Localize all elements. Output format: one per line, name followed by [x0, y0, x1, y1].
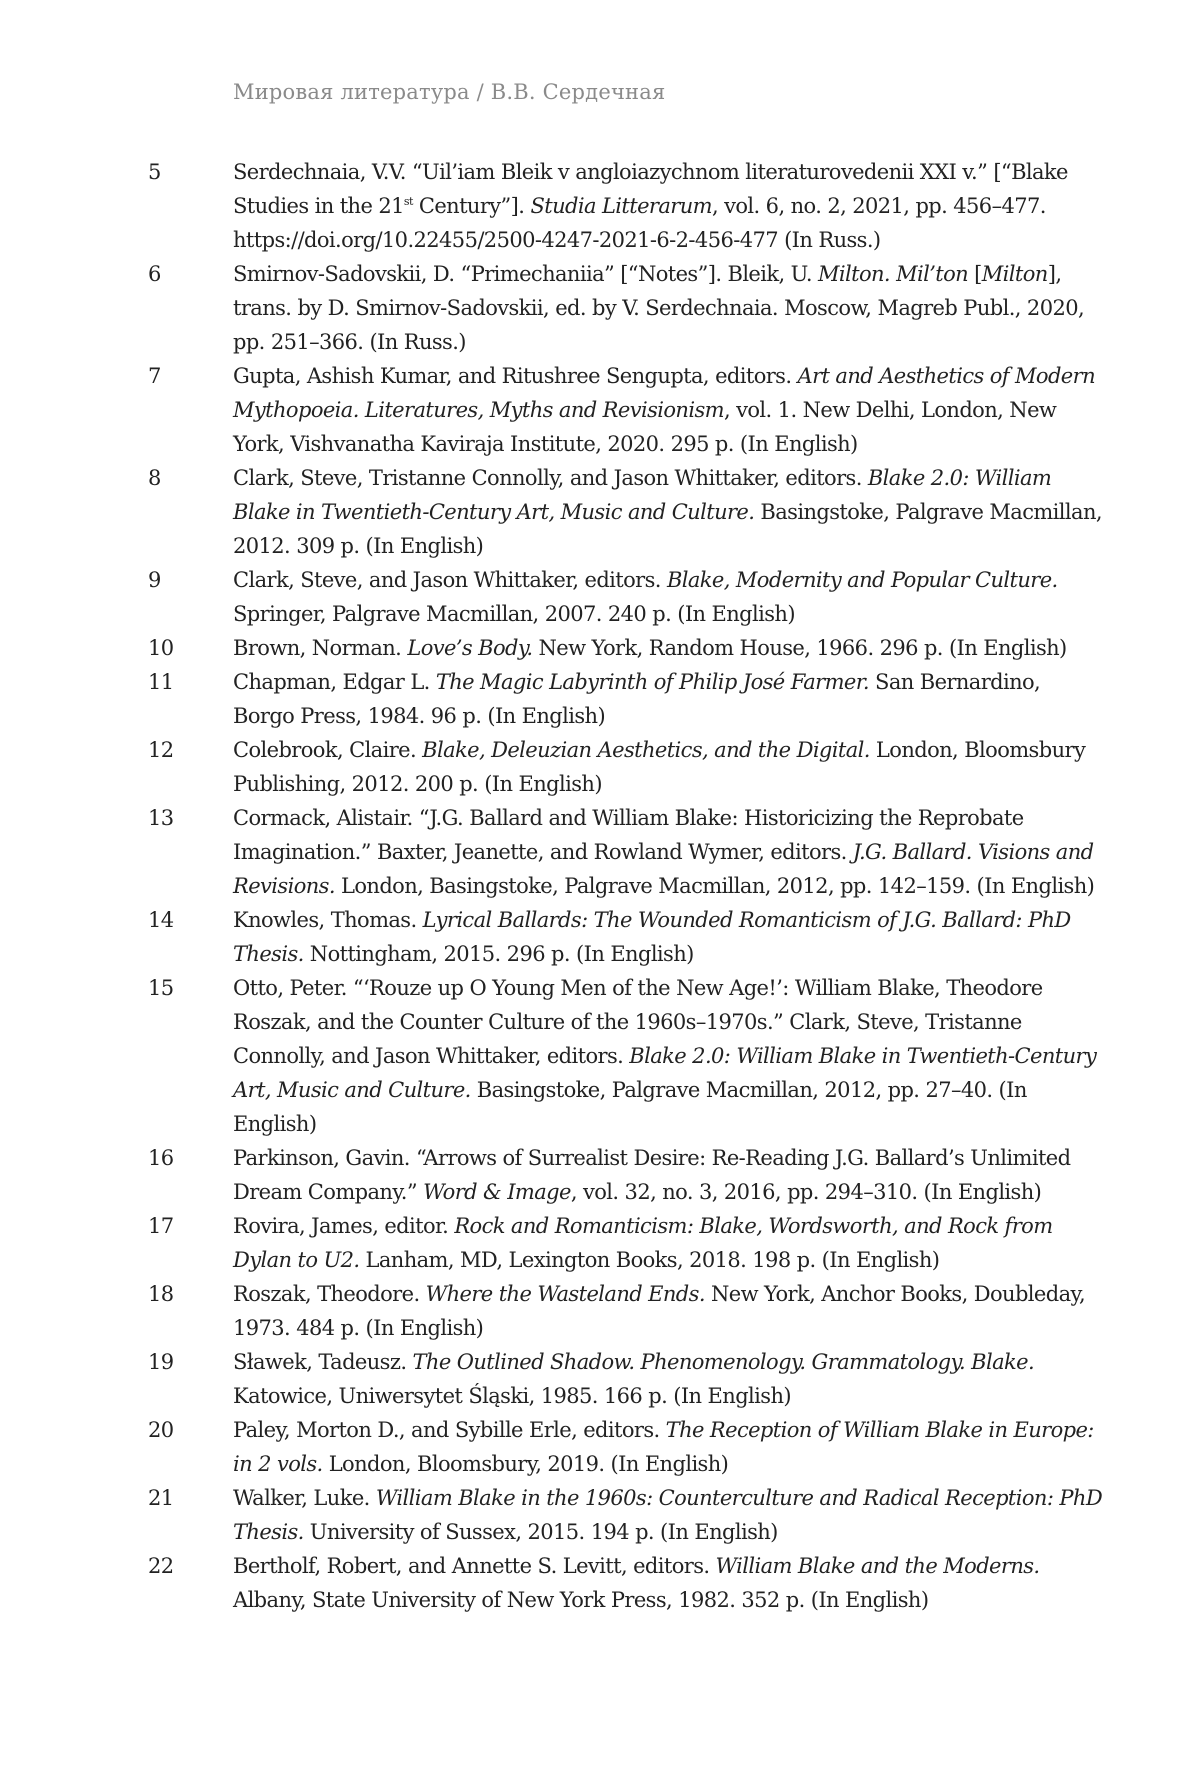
reference-segment: Springer, Palgrave Macmillan, 2007. 240 p. (In English) — [233, 602, 795, 626]
reference-list — [0, 155, 1200, 1617]
reference-number: 18 — [148, 1282, 174, 1306]
reference-title-italic: The Outlined Shadow. Phenomenology. Grammatology. Blake. — [412, 1350, 1035, 1374]
reference-item — [0, 1549, 1105, 1617]
reference-item — [0, 359, 1105, 461]
reference-segment: Clark, Steve, Tristanne Connolly, and Jason Whittaker, editors. — [233, 466, 868, 490]
reference-item — [0, 665, 1105, 733]
reference-title-italic: Studia Litterarum — [530, 194, 712, 218]
reference-number: 17 — [148, 1214, 174, 1238]
reference-text — [233, 568, 1058, 626]
reference-text — [233, 806, 1094, 898]
reference-title-italic: Word & Image — [423, 1180, 571, 1204]
reference-text — [233, 160, 1068, 252]
reference-segment: Katowice, Uniwersytet Śląski, 1985. 166 p. (In English) — [233, 1384, 791, 1408]
reference-segment: Basingstoke, Palgrave Macmillan, 2012. 309 p. (In English) — [233, 500, 1102, 558]
reference-title-italic: Art and Aesthetics of Modern Mythopoeia. Literatures, Myths and Revisionism — [233, 364, 1095, 422]
reference-text — [233, 1418, 1094, 1476]
reference-number: 6 — [148, 262, 161, 286]
reference-text — [233, 1214, 1053, 1272]
reference-number: 8 — [148, 466, 161, 490]
reference-title-italic: The Reception of William Blake in Europe: in 2 vols. — [233, 1418, 1094, 1476]
reference-text — [233, 1350, 1034, 1408]
reference-title-italic: Lyrical Ballards: The Wounded Romanticism of J.G. Ballard: PhD Thesis. — [233, 908, 1071, 966]
reference-number: 19 — [148, 1350, 174, 1374]
reference-segment: [ — [968, 262, 982, 286]
reference-text — [233, 738, 1085, 796]
reference-number: 5 — [148, 160, 161, 184]
reference-segment: Chapman, Edgar L. — [233, 670, 436, 694]
reference-item — [0, 1277, 1105, 1345]
reference-number: 12 — [148, 738, 174, 762]
reference-segment: , vol. 6, no. 2, 2021, pp. 456–477. https://doi.org/10.22455/2500-4247-2021-6-2-456-477 (In Russ.) — [233, 194, 1046, 252]
reference-item — [0, 801, 1105, 903]
reference-item — [0, 257, 1105, 359]
reference-segment: Cormack, Alistair. “J.G. Ballard and William Blake: Historicizing the Reprobate Imagination.” Baxter, Jeanette, and Rowland Wymer, editors. — [233, 806, 1024, 864]
reference-number: 11 — [148, 670, 174, 694]
reference-title-italic: The Magic Labyrinth of Philip José Farmer. — [435, 670, 869, 694]
reference-item — [0, 1209, 1105, 1277]
reference-title-italic: Blake 2.0: William Blake in Twentieth-Century Art, Music and Culture. — [233, 466, 1052, 524]
reference-segment: Serdechnaia, V.V. “Uil’iam Bleik v angloiazychnom literaturovedenii XXI v.” [“Blake Studies in the 21 — [233, 160, 1068, 218]
reference-segment: Paley, Morton D., and Sybille Erle, editors. — [233, 1418, 666, 1442]
reference-segment: Knowles, Thomas. — [233, 908, 423, 932]
reference-text — [233, 670, 1040, 728]
reference-segment: Clark, Steve, and Jason Whittaker, editors. — [233, 568, 667, 592]
reference-item — [0, 971, 1105, 1141]
reference-number: 22 — [148, 1554, 174, 1578]
reference-title-italic: Blake 2.0: William Blake in Twentieth-Century Art, Music and Culture. — [233, 1044, 1097, 1102]
reference-item — [0, 903, 1105, 971]
reference-segment: Roszak, Theodore. — [233, 1282, 426, 1306]
reference-text — [233, 1282, 1085, 1340]
reference-title-italic: Blake, Deleuzian Aesthetics, and the Digital. — [422, 738, 870, 762]
reference-segment: Colebrook, Claire. — [233, 738, 423, 762]
reference-segment: New York, Random House, 1966. 296 p. (In English) — [532, 636, 1067, 660]
reference-segment: , vol. 32, no. 3, 2016, pp. 294–310. (In English) — [570, 1180, 1042, 1204]
reference-item — [0, 1141, 1105, 1209]
reference-item — [0, 461, 1105, 563]
reference-segment: London, Bloomsbury Publishing, 2012. 200 p. (In English) — [233, 738, 1086, 796]
reference-number: 16 — [148, 1146, 174, 1170]
reference-title-italic: Where the Wasteland Ends. — [425, 1282, 705, 1306]
reference-text — [233, 262, 1084, 354]
reference-title-italic: J.G. Ballard. Visions and Revisions. — [233, 840, 1094, 898]
reference-segment: Gupta, Ashish Kumar, and Ritushree Sengupta, editors. — [233, 364, 798, 388]
reference-segment: London, Bloomsbury, 2019. (In English) — [322, 1452, 729, 1476]
reference-title-italic: Love’s Body. — [407, 636, 533, 660]
reference-segment: , vol. 1. New Delhi, London, New York, Vishvanatha Kaviraja Institute, 2020. 295 p. (In English) — [233, 398, 1057, 456]
reference-title-italic: Milton. Mil’ton — [817, 262, 969, 286]
reference-segment: London, Basingstoke, Palgrave Macmillan, 2012, pp. 142–159. (In English) — [334, 874, 1095, 898]
reference-number: 10 — [148, 636, 174, 660]
reference-number: 7 — [148, 364, 161, 388]
reference-superscript: st — [403, 195, 413, 208]
reference-segment: Lanham, MD, Lexington Books, 2018. 198 p. (In English) — [359, 1248, 940, 1272]
reference-text — [233, 1486, 1102, 1544]
reference-number: 15 — [148, 976, 174, 1000]
reference-number: 9 — [148, 568, 161, 592]
reference-segment: Sławek, Tadeusz. — [233, 1350, 413, 1374]
reference-segment: Nottingham, 2015. 296 p. (In English) — [303, 942, 694, 966]
reference-segment: San Bernardino, Borgo Press, 1984. 96 p. (In English) — [233, 670, 1041, 728]
reference-item — [0, 563, 1105, 631]
reference-text — [233, 1554, 1040, 1612]
reference-text — [233, 908, 1071, 966]
reference-title-italic: Rock and Romanticism: Blake, Wordsworth, and Rock from Dylan to U2. — [233, 1214, 1053, 1272]
reference-segment: Walker, Luke. — [233, 1486, 376, 1510]
reference-segment: Parkinson, Gavin. “Arrows of Surrealist Desire: Re-Reading J.G. Ballard’s Unlimited Dream Company.” — [233, 1146, 1071, 1204]
reference-title-italic: Blake, Modernity and Popular Culture. — [666, 568, 1058, 592]
reference-text — [233, 636, 1067, 660]
reference-title-italic: William Blake and the Moderns. — [715, 1554, 1040, 1578]
reference-text — [233, 364, 1095, 456]
running-header: Мировая литература / В.В. Сердечная — [233, 80, 666, 104]
reference-segment: New York, Anchor Books, Doubleday, 1973. 484 p. (In English) — [233, 1282, 1086, 1340]
reference-segment: University of Sussex, 2015. 194 p. (In English) — [303, 1520, 778, 1544]
reference-item — [0, 1481, 1105, 1549]
reference-segment: Smirnov-Sadovskii, D. “Primechaniia” [“Notes”]. Bleik, U. — [233, 262, 818, 286]
reference-segment: Basingstoke, Palgrave Macmillan, 2012, pp. 27–40. (In English) — [233, 1078, 1027, 1136]
reference-number: 21 — [148, 1486, 174, 1510]
reference-text — [233, 976, 1096, 1136]
reference-segment: Albany, State University of New York Press, 1982. 352 p. (In English) — [233, 1588, 929, 1612]
reference-segment: Otto, Peter. “‘Rouze up O Young Men of the New Age!’: William Blake, Theodore Roszak, and the Counter Culture of the 1960s–1970s.” Clark, Steve, Tristanne Connolly, and Jason Whittaker, editors. — [233, 976, 1043, 1068]
reference-text — [233, 1146, 1070, 1204]
reference-text — [233, 466, 1102, 558]
reference-title-italic: Milton — [981, 262, 1048, 286]
reference-number: 13 — [148, 806, 174, 830]
reference-segment: Rovira, James, editor. — [233, 1214, 455, 1238]
reference-item — [0, 155, 1105, 257]
reference-item — [0, 733, 1105, 801]
reference-number: 14 — [148, 908, 174, 932]
reference-segment: Brown, Norman. — [233, 636, 408, 660]
reference-segment: Bertholf, Robert, and Annette S. Levitt, editors. — [233, 1554, 716, 1578]
reference-title-italic: William Blake in the 1960s: Counterculture and Radical Reception: PhD Thesis. — [233, 1486, 1103, 1544]
reference-item — [0, 1413, 1105, 1481]
reference-segment: Century”]. — [412, 194, 531, 218]
reference-segment: ], trans. by D. Smirnov-Sadovskii, ed. by V. Serdechnaia. Moscow, Magreb Publ., 2020, pp. 251–366. (In Russ.) — [233, 262, 1085, 354]
reference-item — [0, 631, 1105, 665]
reference-item — [0, 1345, 1105, 1413]
reference-number: 20 — [148, 1418, 174, 1442]
